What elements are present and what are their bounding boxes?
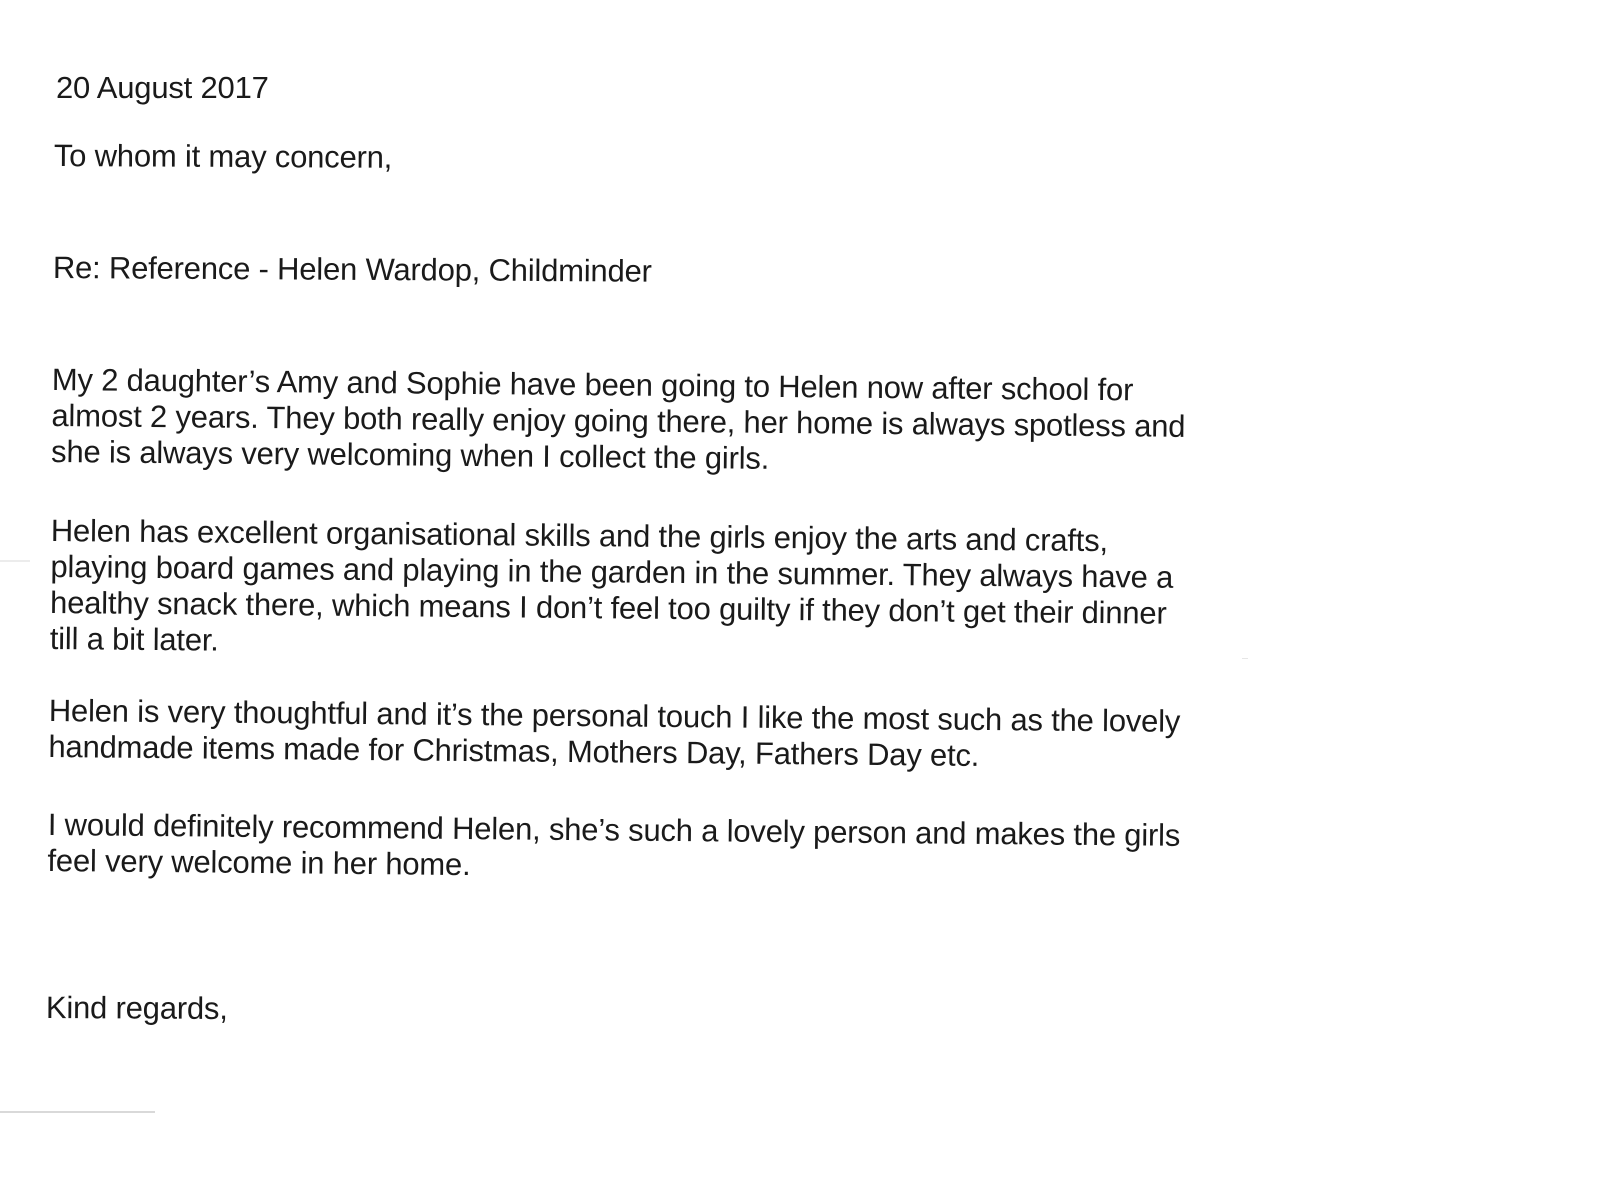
letter-subject-line: Re: Reference - Helen Wardop, Childminder: [52, 250, 652, 289]
letter-paragraph-3: [48, 693, 1289, 777]
paragraph-line: feel very welcome in her home.: [47, 842, 471, 883]
letter-paragraph-1: [51, 362, 1292, 482]
paragraph-line: playing board games and playing in the garden in the summer. They always have a: [50, 548, 1174, 595]
letter-salutation: To whom it may concern,: [53, 138, 393, 175]
paragraph-line: I would definitely recommend Helen, she’s such a lovely person and makes the girls: [47, 807, 1181, 853]
letter-date: 20 August 2017: [56, 70, 269, 105]
letter-paragraph-2: [50, 513, 1291, 669]
scan-artifact-dot: [1242, 658, 1248, 659]
paragraph-line: she is always very welcoming when I collect the girls.: [50, 433, 770, 476]
letter-closing: Kind regards,: [45, 990, 228, 1026]
letter-paragraph-4: [47, 807, 1288, 891]
paragraph-line: My 2 daughter’s Amy and Sophie have been going to Helen now after school for: [51, 362, 1134, 408]
scan-artifact-line: [0, 560, 30, 562]
paragraph-line: Helen is very thoughtful and it’s the personal touch I like the most such as the lovely: [48, 693, 1181, 739]
paragraph-line: till a bit later.: [49, 620, 219, 658]
paragraph-line: Helen has excellent organisational skills and the girls enjoy the arts and crafts,: [50, 513, 1109, 559]
paragraph-line: healthy snack there, which means I don’t feel too guilty if they don’t get their dinner: [49, 584, 1167, 631]
scan-artifact-line: [0, 1111, 155, 1113]
paragraph-line: almost 2 years. They both really enjoy going there, her home is always spotless and: [51, 397, 1186, 444]
paragraph-line: handmade items made for Christmas, Mothers Day, Fathers Day etc.: [48, 728, 980, 773]
